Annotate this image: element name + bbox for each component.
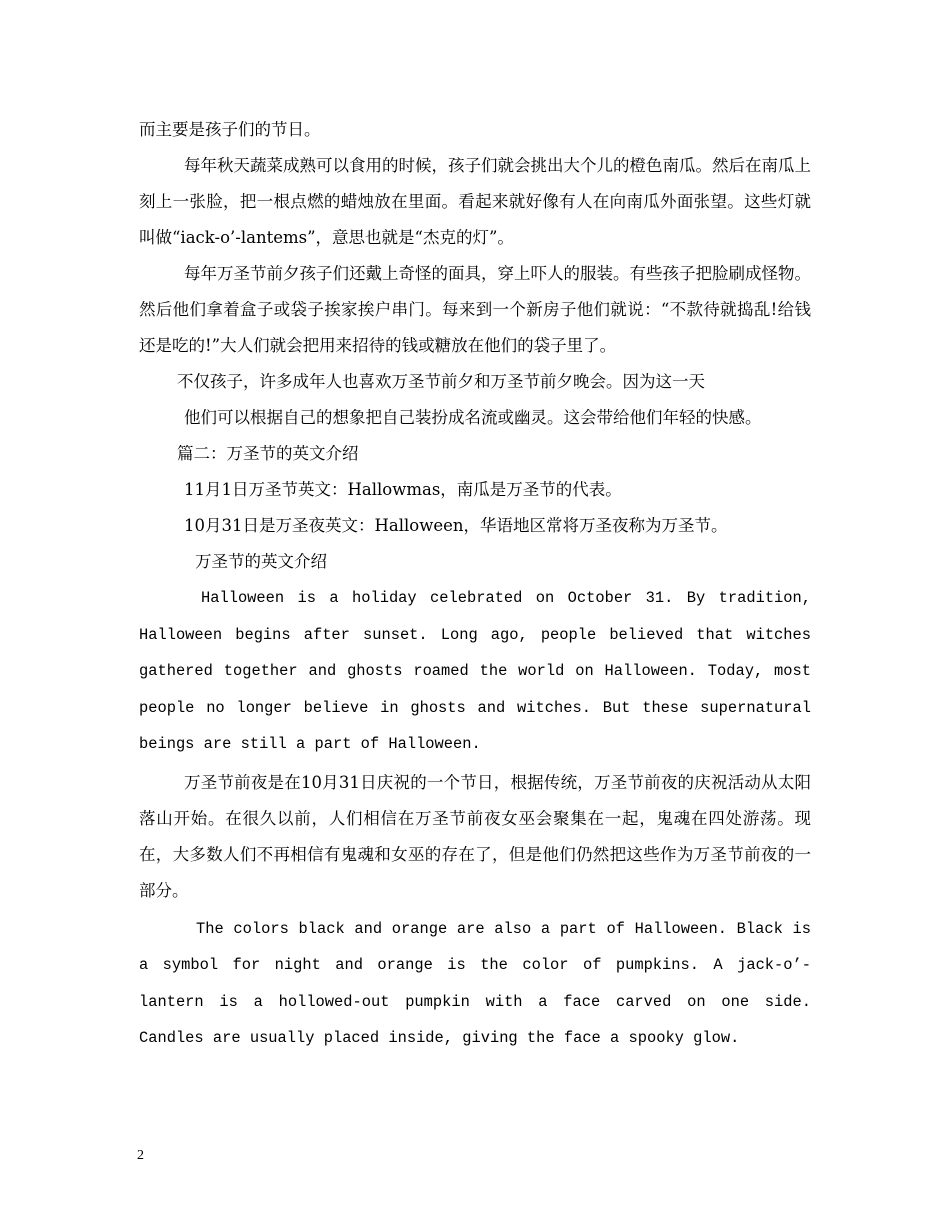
paragraph-hallowmas: 11月1日万圣节英文：Hallowmas，南瓜是万圣节的代表。 — [184, 480, 622, 499]
paragraph-continuation: 而主要是孩子们的节日。 — [139, 120, 321, 139]
paragraph-english-holiday: Halloween is a holiday celebrated on October 31. By tradition, Halloween begins after sunset. Long ago, people believed that witches gathered together and ghosts roamed the world on Halloween. Today, most people no longer believe in ghosts and witches. But these supernatural beings are still a part of Halloween. — [139, 589, 811, 753]
paragraph-pumpkin-lantern: 每年秋天蔬菜成熟可以食用的时候，孩子们就会挑出大个儿的橙色南瓜。然后在南瓜上刻上一张脸，把一根点燃的蜡烛放在里面。看起来就好像有人在向南瓜外面张望。这些灯就叫做“iack-o’-lantems”，意思也就是“杰克的灯”。 — [139, 156, 811, 247]
page-number: 2 — [137, 1148, 144, 1163]
paragraph-trick-or-treat: 每年万圣节前夕孩子们还戴上奇怪的面具，穿上吓人的服装。有些孩子把脸刷成怪物。然后他们拿着盒子或袋子挨家挨户串门。每来到一个新房子他们就说：“不款待就捣乱!给钱还是吃的!”大人们就会把用来招待的钱或糖放在他们的袋子里了。 — [139, 264, 811, 355]
paragraph-adults-continued: 他们可以根据自己的想象把自己装扮成名流或幽灵。这会带给他们年轻的快感。 — [184, 408, 762, 427]
subheading-english-intro: 万圣节的英文介绍 — [195, 552, 327, 571]
paragraph-chinese-translation: 万圣节前夜是在10月31日庆祝的一个节日，根据传统，万圣节前夜的庆祝活动从太阳落山开始。在很久以前，人们相信在万圣节前夜女巫会聚集在一起，鬼魂在四处游荡。现在，大多数人们不再相信有鬼魂和女巫的存在了，但是他们仍然把这些作为万圣节前夜的一部分。 — [139, 772, 811, 900]
paragraph-adults-line: 不仅孩子，许多成年人也喜欢万圣节前夕和万圣节前夕晚会。因为这一天 — [177, 372, 705, 391]
page-content — [139, 112, 811, 1057]
paragraph-halloween-date: 10月31日是万圣夜英文：Halloween，华语地区常将万圣夜称为万圣节。 — [184, 516, 728, 535]
section-heading: 篇二：万圣节的英文介绍 — [177, 444, 359, 463]
paragraph-english-colors: The colors black and orange are also a part of Halloween. Black is a symbol for night and orange is the color of pumpkins. A jack-o’-lantern is a hollowed-out pumpkin with a face carved on one side. Candles are usually placed inside, giving the face a spooky glow. — [139, 919, 811, 1047]
